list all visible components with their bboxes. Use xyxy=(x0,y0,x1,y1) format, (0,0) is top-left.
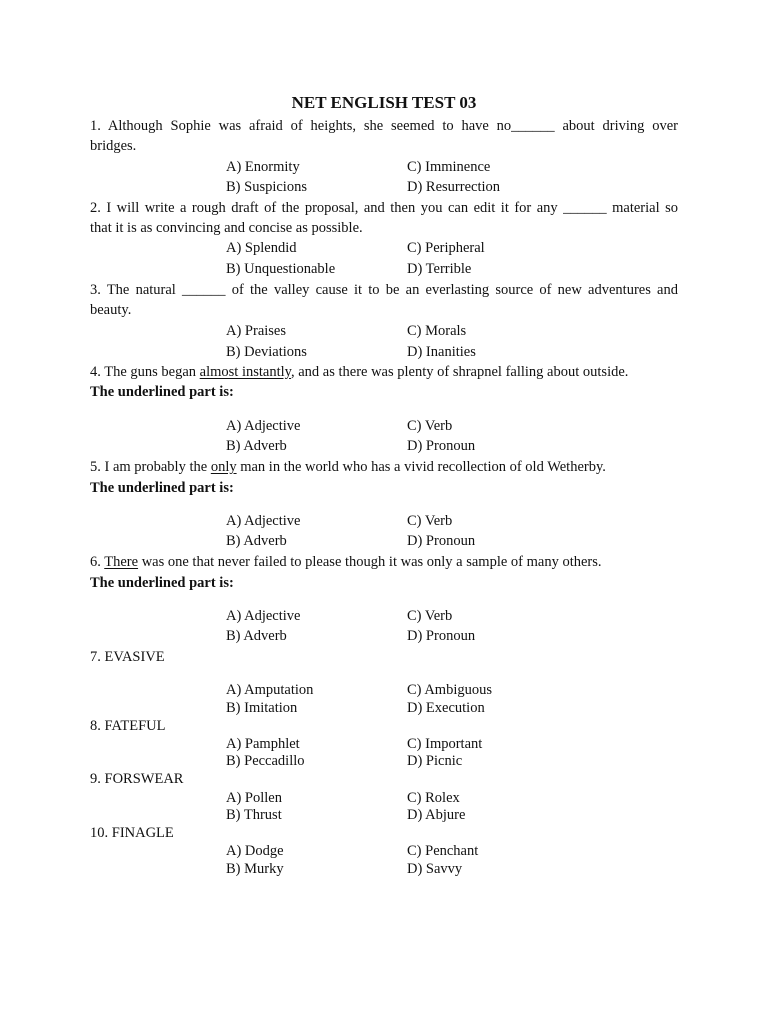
question-7-option-b: B) Imitation xyxy=(226,700,298,716)
question-8-option-b: B) Peccadillo xyxy=(226,753,305,769)
question-6-underlined-word: There xyxy=(104,554,139,570)
question-9-option-d: D) Abjure xyxy=(407,807,466,823)
question-5-text xyxy=(90,458,606,476)
question-6-text-pre: 6. xyxy=(90,554,105,570)
question-8-word: 8. FATEFUL xyxy=(90,718,166,734)
question-1-option-b: B) Suspicions xyxy=(226,179,307,195)
question-6-text xyxy=(90,553,602,571)
question-10-word: 10. FINAGLE xyxy=(90,825,174,841)
question-3-text-line2: beauty. xyxy=(90,302,132,318)
question-4-option-b: B) Adverb xyxy=(226,438,287,454)
question-1-option-d: D) Resurrection xyxy=(407,179,501,195)
question-5-text-pre: 5. I am probably the xyxy=(90,459,211,475)
question-1-text-line1: 1. Although Sophie was afraid of heights, she seemed to have no______ about driving over xyxy=(90,118,678,134)
question-4-text-post: , and as there was plenty of shrapnel falling about outside. xyxy=(290,364,629,380)
question-5-prompt: The underlined part is: xyxy=(90,480,234,496)
question-6-text-post: was one that never failed to please though it was only a sample of many others. xyxy=(138,554,602,570)
question-5-option-d: D) Pronoun xyxy=(407,533,476,549)
question-9-word: 9. FORSWEAR xyxy=(90,771,184,787)
question-4-text xyxy=(90,363,628,381)
question-10-option-b: B) Murky xyxy=(226,861,284,877)
question-6-prompt: The underlined part is: xyxy=(90,575,234,591)
question-2-option-c: C) Peripheral xyxy=(407,240,485,256)
question-4-option-d: D) Pronoun xyxy=(407,438,476,454)
question-3-option-d: D) Inanities xyxy=(407,344,476,360)
question-4-prompt: The underlined part is: xyxy=(90,384,234,400)
question-2-text-line2: that it is as convincing and concise as possible. xyxy=(90,220,363,236)
question-9-option-b: B) Thrust xyxy=(226,807,282,823)
question-6-option-c: C) Verb xyxy=(407,608,453,624)
question-8-option-c: C) Important xyxy=(407,736,483,752)
question-2-option-a: A) Splendid xyxy=(226,240,297,256)
question-10-option-c: C) Penchant xyxy=(407,843,479,859)
question-9-option-c: C) Rolex xyxy=(407,790,460,806)
question-4-option-a: A) Adjective xyxy=(226,418,301,434)
question-1-option-a: A) Enormity xyxy=(226,159,300,175)
question-7-option-a: A) Amputation xyxy=(226,682,314,698)
question-5-option-b: B) Adverb xyxy=(226,533,287,549)
question-6-option-b: B) Adverb xyxy=(226,628,287,644)
question-8-option-d: D) Picnic xyxy=(407,753,463,769)
question-1-text-line2: bridges. xyxy=(90,138,137,154)
question-4-option-c: C) Verb xyxy=(407,418,453,434)
question-4-text-pre: 4. The guns began xyxy=(90,364,200,380)
question-5-option-a: A) Adjective xyxy=(226,513,301,529)
question-3-text-line1: 3. The natural ______ of the valley cause it to be an everlasting source of new adventures and xyxy=(90,282,678,298)
question-8-option-a: A) Pamphlet xyxy=(226,736,300,752)
question-7-option-d: D) Execution xyxy=(407,700,485,716)
question-10-option-d: D) Savvy xyxy=(407,861,463,877)
question-7-word: 7. EVASIVE xyxy=(90,649,165,665)
question-2-option-d: D) Terrible xyxy=(407,261,472,277)
question-2-text-line1: 2. I will write a rough draft of the proposal, and then you can edit it for any ______ material so xyxy=(90,200,678,216)
question-2-option-b: B) Unquestionable xyxy=(226,261,336,277)
question-4-underlined-phrase: almost instantly xyxy=(199,364,291,380)
question-5-option-c: C) Verb xyxy=(407,513,453,529)
question-5-underlined-word: only xyxy=(210,459,237,475)
question-7-option-c: C) Ambiguous xyxy=(407,682,492,698)
question-6-option-d: D) Pronoun xyxy=(407,628,476,644)
question-5-text-post: man in the world who has a vivid recollection of old Wetherby. xyxy=(236,459,606,475)
question-3-option-b: B) Deviations xyxy=(226,344,307,360)
question-6-option-a: A) Adjective xyxy=(226,608,301,624)
question-10-option-a: A) Dodge xyxy=(226,843,284,859)
question-9-option-a: A) Pollen xyxy=(226,790,282,806)
question-3-option-c: C) Morals xyxy=(407,323,467,339)
question-3-option-a: A) Praises xyxy=(226,323,287,339)
question-1-option-c: C) Imminence xyxy=(407,159,491,175)
page-title: NET ENGLISH TEST 03 xyxy=(291,93,477,112)
